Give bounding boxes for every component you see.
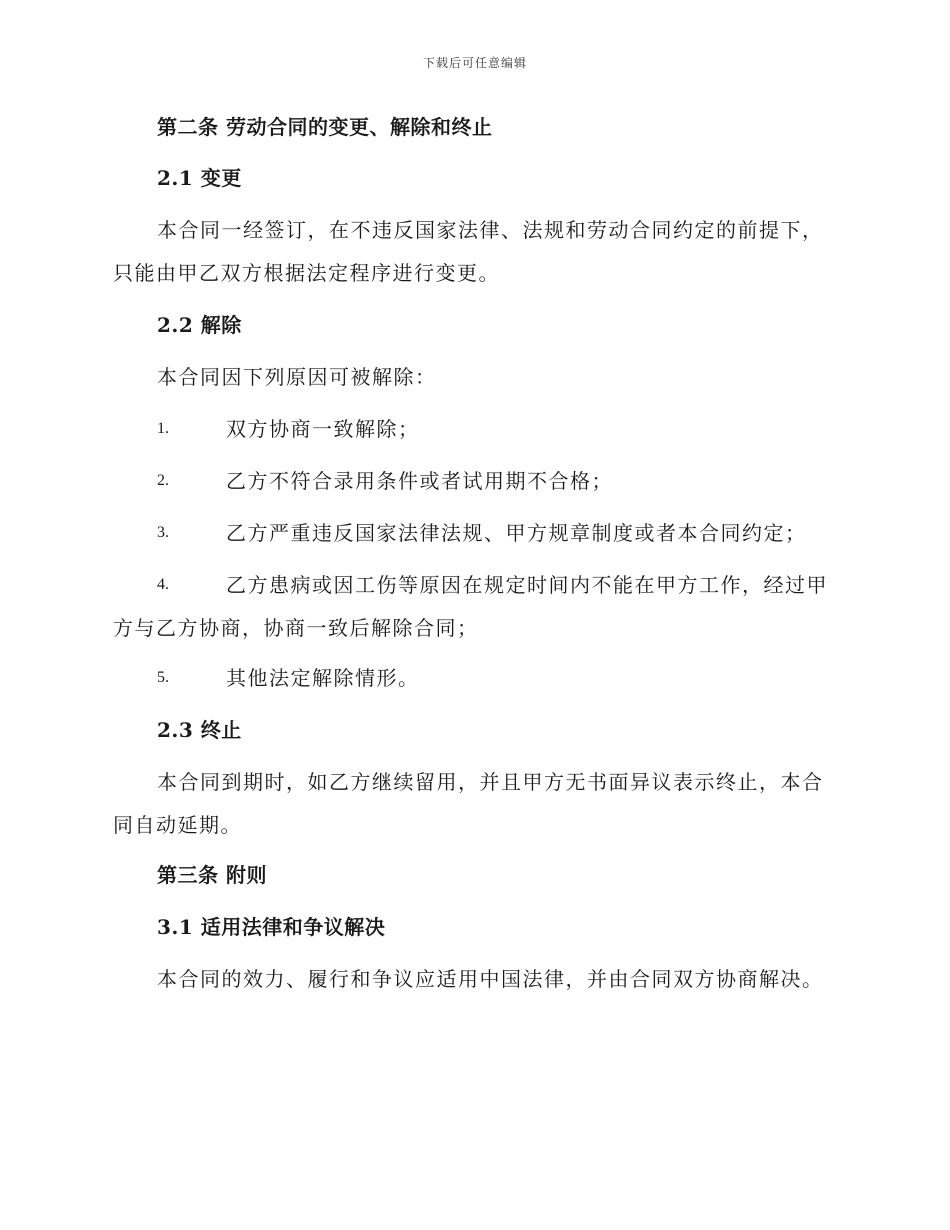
article-2-title: 第二条 劳动合同的变更、解除和终止 [157,115,493,139]
list-item-text: 乙方不符合录用条件或者试用期不合格； [226,469,613,493]
section-3-1-paragraph: 本合同的效力、履行和争议应适用中国法律，并由合同双方协商解决。 [157,967,824,991]
list-item-text: 乙方严重违反国家法律法规、甲方规章制度或者本合同约定； [226,521,807,545]
list-item-text: 其他法定解除情形。 [226,666,420,690]
section-2-2-heading: 2.2 解除 [157,313,242,337]
section-2-3-paragraph-line-2: 同自动延期。 [113,813,242,837]
section-3-1-heading: 3.1 适用法律和争议解决 [157,915,386,939]
section-2-1-paragraph-line-2: 只能由甲乙双方根据法定程序进行变更。 [113,261,500,285]
article-3-title: 第三条 附则 [157,863,267,887]
list-item-text: 乙方患病或因工伤等原因在规定时间内不能在甲方工作，经过甲 [226,573,828,597]
list-item-number: 4. [157,576,169,593]
section-2-1-paragraph-line-1: 本合同一经签订，在不违反国家法律、法规和劳动合同约定的前提下， [157,218,824,242]
section-2-3-heading: 2.3 终止 [157,718,242,742]
section-2-2-intro: 本合同因下列原因可被解除： [157,365,437,389]
list-item-number: 2. [157,472,169,489]
list-item-text: 双方协商一致解除； [226,417,420,441]
list-item-number: 1. [157,420,169,437]
page-header-note: 下载后可任意编辑 [422,56,527,70]
section-2-3-paragraph-line-1: 本合同到期时，如乙方继续留用，并且甲方无书面异议表示终止，本合 [157,770,824,794]
list-item-number: 5. [157,669,169,686]
list-item-number: 3. [157,524,169,541]
section-2-1-heading: 2.1 变更 [157,166,242,190]
list-item-text-continued: 方与乙方协商，协商一致后解除合同； [113,616,479,640]
